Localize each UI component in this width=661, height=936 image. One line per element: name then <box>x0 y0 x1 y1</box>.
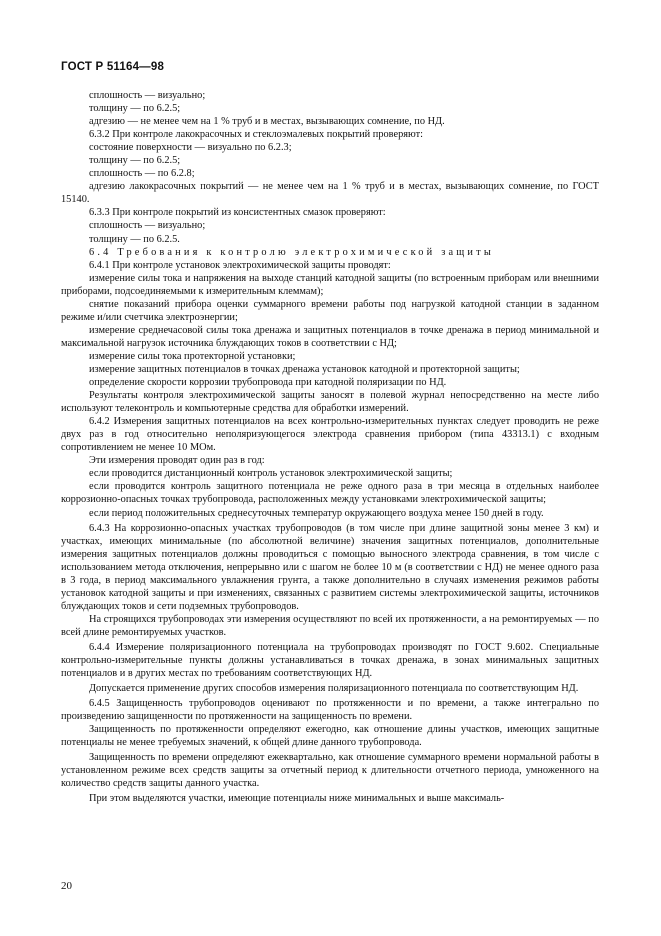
paragraph: если период положительных среднесуточных температур окружающего воздуха менее 150 дней в году. <box>89 507 544 519</box>
paragraph: адгезию лакокрасочных покрытий — не менее чем на 1 % труб и в местах, вызывающих сомнение, по ГОСТ 15140. <box>61 181 599 206</box>
paragraph: измерение среднечасовой силы тока дренажа и защитных потенциалов в точке дренажа в период минимальной и максимальной нагрузок источника блуждающих токов в соответствии с НД; <box>61 324 599 349</box>
paragraph: толщину — по 6.2.5; <box>89 103 181 115</box>
page-number: 20 <box>61 880 72 892</box>
paragraph: 6.3.3 При контроле покрытий из консистентных смазок проверяют: <box>89 207 386 219</box>
paragraph: толщину — по 6.2.5. <box>89 233 180 245</box>
paragraph: Защищенность по протяженности определяют ежегодно, как отношение длины участков, имеющих защитные потенциалы не менее требуемых значений, к общей длине данного трубопровода. <box>61 724 599 749</box>
section-heading: 6.4 Требования к контролю электрохимической защиты <box>89 246 495 258</box>
paragraph: 6.3.2 При контроле лакокрасочных и стеклоэмалевых покрытий проверяют: <box>89 129 423 141</box>
paragraph: Допускается применение других способов измерения поляризационного потенциала по соответствующим НД. <box>89 683 579 695</box>
paragraph: Результаты контроля электрохимической защиты заносят в полевой журнал непосредственно на месте либо используют телеконтроль и компьютерные средства для обработки измерений. <box>61 390 599 415</box>
paragraph: сплошность — визуально; <box>89 90 206 101</box>
paragraph: адгезию — не менее чем на 1 % труб и в местах, вызывающих сомнение, по НД. <box>89 116 445 128</box>
paragraph: 6.4.5 Защищенность трубопроводов оценивают по протяженности и по времени, а также интегрально по произведению защищенности по протяженности на защищенность по времени. <box>61 698 599 723</box>
paragraph: если проводится дистанционный контроль установок электрохимической защиты; <box>89 468 453 480</box>
paragraph: 6.4.3 На коррозионно-опасных участках трубопроводов (в том числе при длине защитной зоны менее 3 км) и участках, имеющих минимальные (по абсолютной величине) значения защитных потенциалов, дополнительные измерения защитных потенциалов должны проводиться с помощью выносного электрода сравнения, в том числе с использованием метода отключения, непрерывно или с шагом не более 10 м (в соответствии с НД) не менее одного раза в 3 года, в период максимального увлажнения грунта, а также дополнительно в случаях изменения режимов работы установок катодной защиты и при изменениях, связанных с развитием системы электрохимической защиты, источников блуждающих токов и сети подземных трубопроводов. <box>61 522 599 612</box>
paragraph: если проводится контроль защитного потенциала не реже одного раза в три месяца в отдельных наиболее коррозионно-опасных точках трубопровода, расположенных между установками электрохимической защиты; <box>61 481 599 506</box>
paragraph: Эти измерения проводят один раз в год: <box>89 455 265 467</box>
paragraph: определение скорости коррозии трубопровода при катодной поляризации по НД. <box>89 377 447 389</box>
body-text <box>61 89 599 806</box>
paragraph: измерение силы тока протекторной установки; <box>89 350 296 362</box>
paragraph: состояние поверхности — визуально по 6.2.3; <box>89 142 292 154</box>
paragraph: снятие показаний прибора оценки суммарного времени работы под нагрузкой катодной станции в заданном режиме и/или счетчика электроэнергии; <box>61 298 599 323</box>
paragraph: измерение силы тока и напряжения на выходе станций катодной защиты (по встроенным приборам или внешними приборами, подсоединяемыми к измерительным клеммам); <box>61 272 599 297</box>
paragraph: Защищенность по времени определяют ежеквартально, как отношение суммарного времени нормальной работы в установленном режиме всех средств защиты за отчетный период к длительности отчетного периода, умноженного на количество средств защиты данного участка. <box>61 752 599 790</box>
paragraph: сплошность — по 6.2.8; <box>89 168 195 180</box>
paragraph: измерение защитных потенциалов в точках дренажа установок катодной и протекторной защиты; <box>89 363 520 375</box>
paragraph: толщину — по 6.2.5; <box>89 155 181 167</box>
paragraph: На строящихся трубопроводах эти измерения осуществляют по всей их протяженности, а на ремонтируемых — по всей длине ремонтируемых участков. <box>61 613 599 638</box>
paragraph: сплошность — визуально; <box>89 220 206 232</box>
standard-header: ГОСТ Р 51164—98 <box>61 61 165 73</box>
paragraph: 6.4.2 Измерения защитных потенциалов на всех контрольно-измерительных пунктах следует проводить не реже двух раз в год относительно неполяризующегося электрода сравнения прибором (типа 43313.1) с входным сопротивлением не менее 10 МОм. <box>61 416 599 454</box>
paragraph: 6.4.4 Измерение поляризационного потенциала на трубопроводах производят по ГОСТ 9.602. Специальные контрольно-измерительные пункты должны устанавливаться в точках дренажа, в зонах минимальных защитных потенциалов и в других местах по требованиям соответствующих НД. <box>61 641 599 680</box>
paragraph: 6.4.1 При контроле установок электрохимической защиты проводят: <box>89 259 391 271</box>
paragraph: При этом выделяются участки, имеющие потенциалы ниже минимальных и выше максималь- <box>89 793 505 805</box>
